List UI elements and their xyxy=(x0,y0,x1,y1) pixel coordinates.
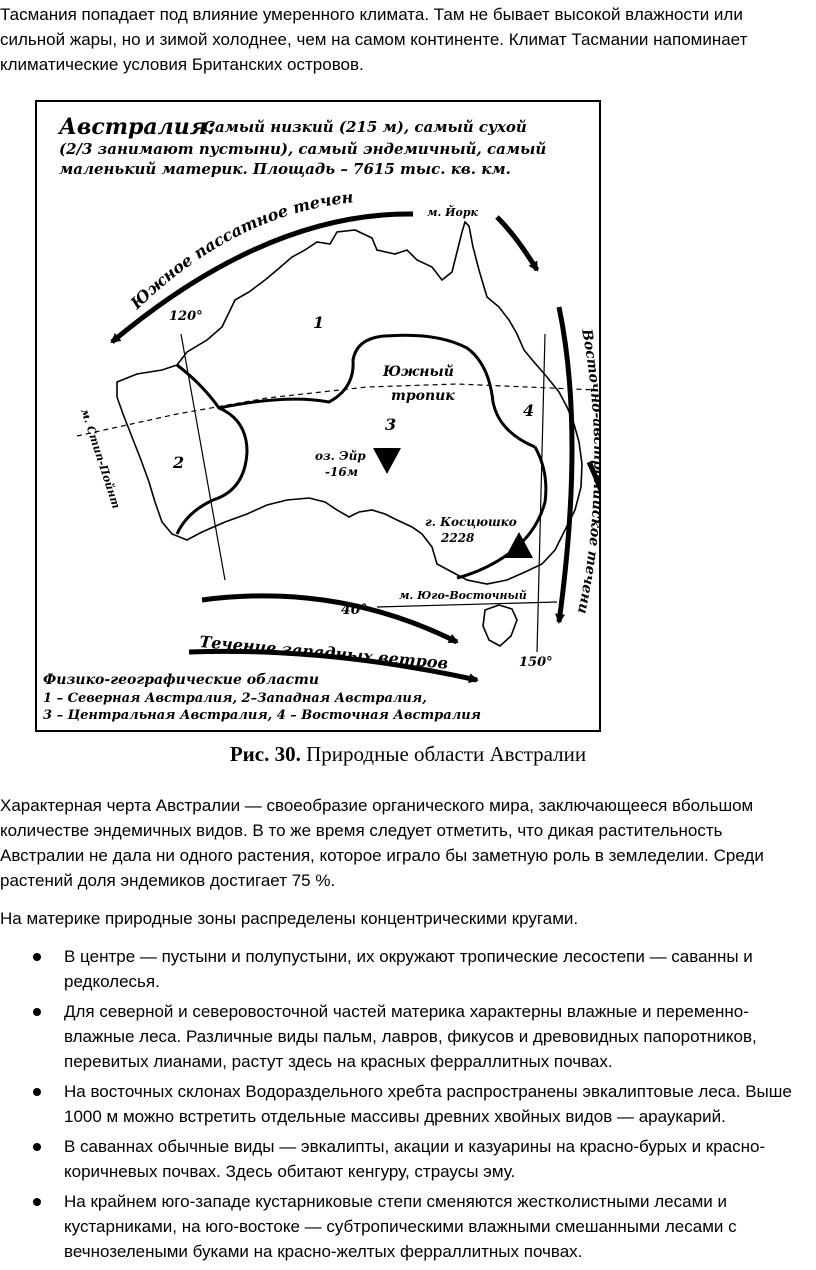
meridian-150 xyxy=(537,334,545,652)
tropic-label-2: тропик xyxy=(391,388,455,404)
cape-york-label: м. Йорк xyxy=(427,206,478,219)
list-item xyxy=(0,1079,808,1129)
region-4-number: 4 xyxy=(523,401,535,420)
cape-south-east-label: м. Юго-Восточный xyxy=(399,589,527,602)
australia-map xyxy=(37,102,599,730)
list-item-text: На крайнем юго-западе кустарниковые степи сменяются жестколистными лесами и кустарниками, на юго-востоке — субтропическими влажными смешанными лесами с вечнозелеными буками на красно-желтых ферраллитных почвах. xyxy=(64,1192,737,1261)
bullet-dot-icon xyxy=(33,953,41,961)
region-1-number: 1 xyxy=(313,313,325,332)
east-australian-current-arrow-1 xyxy=(559,307,572,622)
parallel-40 xyxy=(377,602,557,607)
tasmania-outline xyxy=(483,605,517,646)
intro-paragraph: Тасмания попадает под влияние умеренного климата. Там не бывает высокой влажности или сильной жары, но и зимой холоднее, чем на самом континенте. Климат Тасмании напоминает климатические условия Британских островов. xyxy=(0,5,748,74)
east-australian-current-label: Вос течени xyxy=(574,327,599,616)
feature-paragraph: Характерная черта Австралии — своеобразие органического мира, заключающееся вбольшом количестве эндемичных видов. В то же время следует отметить, что дикая растительность Австралии не дала ни одного растения, которое играло бы заметную роль в земледелии. Среди растений доля эндемиков достигает 75 %. xyxy=(0,796,764,890)
tropic-line xyxy=(77,384,597,436)
lake-eyre-label-2: -16м xyxy=(325,465,359,479)
lake-eyre-marker xyxy=(373,448,401,474)
map-header-line3: маленький материк. Площадь – 7615 тыс. кв. км. xyxy=(59,160,511,178)
figure-caption-number: Рис. 30. xyxy=(229,742,301,766)
figure-caption-text: Природные области Австралии xyxy=(306,742,587,766)
cape-steep-point-label: м. Стип-Пойнт xyxy=(78,406,123,511)
bullet-dot-icon xyxy=(33,1143,41,1151)
legend-line-2: 3 – Центральная Австралия, 4 – Восточная Австралия xyxy=(43,708,482,723)
legend-line-1: 1 – Северная Австралия, 2–Западная Австралия, xyxy=(43,691,427,706)
kosciuszko-label-1: г. Косцюшко xyxy=(425,515,517,529)
region-3-number: 3 xyxy=(385,415,397,434)
map-header-line1: Самый низкий (215 м), самый сухой xyxy=(203,118,527,136)
lat-40-label: 40° xyxy=(341,602,368,618)
list-item xyxy=(0,944,808,994)
bullet-dot-icon xyxy=(33,1008,41,1016)
lon-120-label: 120° xyxy=(169,309,203,324)
meridian-120 xyxy=(181,334,225,580)
bullet-dot-icon xyxy=(33,1198,41,1206)
list-item-text: В саваннах обычные виды — эвкалипты, акации и казуарины на красно-бурых и красно-коричневых почвах. Здесь обитают кенгуру, страусы эму. xyxy=(64,1137,766,1181)
region-boundary-west xyxy=(177,408,247,534)
lake-eyre-label-1: оз. Эйр xyxy=(315,449,366,463)
mainland-outline xyxy=(117,222,582,584)
legend-title: Физико-географические области xyxy=(43,672,320,688)
region-boundary-east xyxy=(457,447,546,578)
list-item xyxy=(0,999,808,1074)
west-winds-current-label: Течение западных ветров xyxy=(198,632,449,673)
tropic-label-1: Южный xyxy=(383,364,454,380)
zones-paragraph: На материке природные зоны распределены концентрическими кругами. xyxy=(0,909,579,928)
north-east-current-arrow xyxy=(497,217,537,270)
zones-bullet-list xyxy=(0,944,808,1269)
kosciuszko-label-2: 2228 xyxy=(441,531,475,545)
list-item-text: На восточных склонах Водораздельного хребта распространены эвкалиптовые леса. Выше 1000 м можно встретить отдельные массивы древних хвойных видов — араукарий. xyxy=(64,1082,792,1126)
region-boundary-north xyxy=(177,335,535,447)
south-trade-current-label: Южное пассатное течен xyxy=(126,187,355,313)
map-header-name: Австралия: xyxy=(59,114,216,140)
bullet-dot-icon xyxy=(33,1088,41,1096)
map-header-line2: (2/3 занимают пустыни), самый эндемичный, самый xyxy=(59,140,547,158)
lon-150-label: 150° xyxy=(519,655,553,670)
region-2-number: 2 xyxy=(173,453,185,472)
list-item xyxy=(0,1189,808,1264)
figure-caption xyxy=(0,742,816,767)
australia-map-figure xyxy=(35,100,601,732)
list-item-text: Для северной и северовосточной частей материка характерны влажные и переменно-влажные леса. Различные виды пальм, лавров, фикусов и древовидных папоротников, перевитых лианами, растут здесь на красных ферраллитных почвах. xyxy=(64,1002,757,1071)
list-item xyxy=(0,1134,808,1184)
list-item-text: В центре — пустыни и полупустыни, их окружают тропические лесостепи — саванны и редколесья. xyxy=(64,947,753,991)
